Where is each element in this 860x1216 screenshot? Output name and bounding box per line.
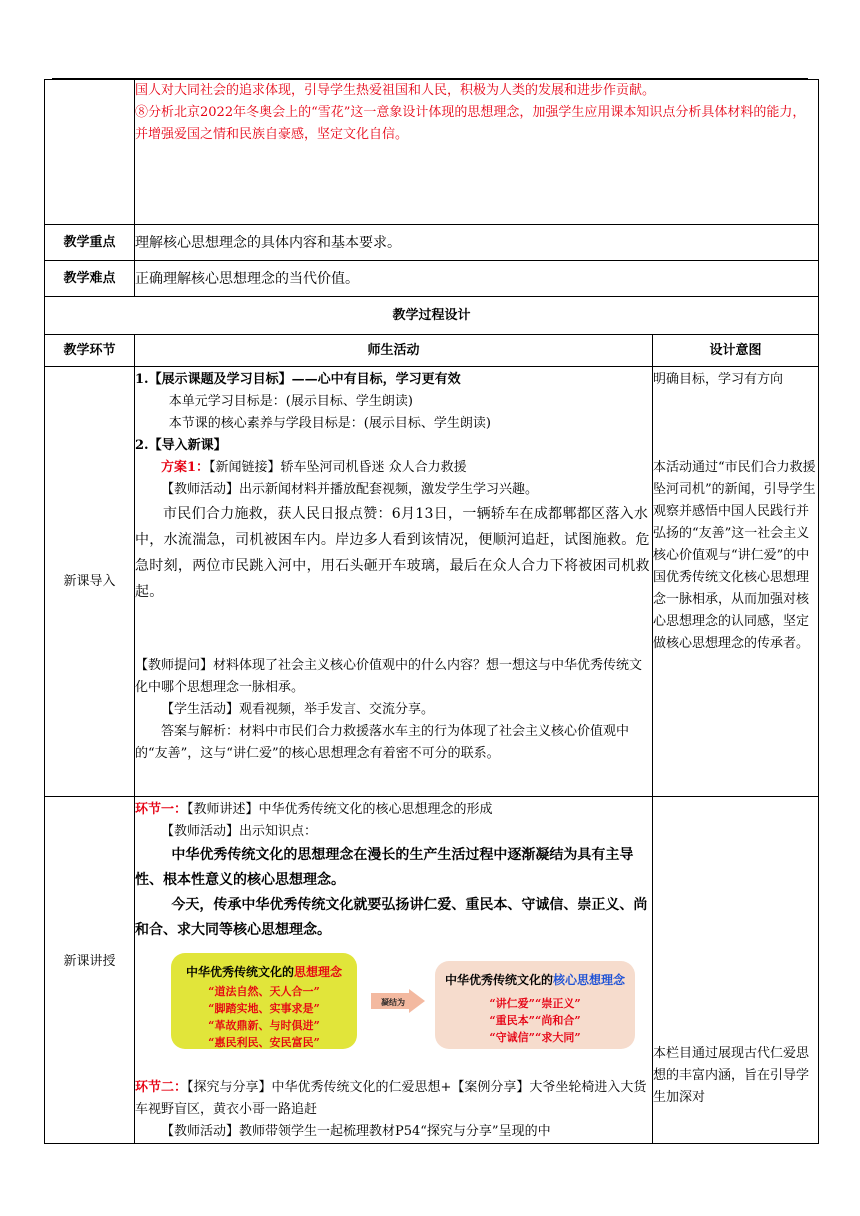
teach-stage: 新课讲授 [45, 797, 135, 1144]
difficulty-row [45, 261, 819, 297]
left-box-line: “脚踏实地、实事求是” [208, 1002, 320, 1015]
teach-intent [653, 797, 819, 1144]
teach-row [45, 797, 819, 1144]
objectives-label-cell [45, 80, 135, 225]
core-concepts-box [435, 961, 635, 1049]
news-story: 市民们合力施救，获人民日报点赞：6月13日，一辆轿车在成都郫都区落入水中，水流湍急，司机被困车内。岸边多人看到该情况，便顺河追赶，试图施救。危急时刻，两位市民跳入河中，用石头砸开车玻璃，最后在众人合力下将被困司机救起。 [135, 506, 650, 600]
link2-line [135, 1077, 652, 1121]
lesson-goal: 本节课的核心素养与学段目标是：(展示目标、学生朗读) [168, 416, 491, 431]
intro-stage: 新课导入 [45, 367, 135, 797]
header-intent: 设计意图 [653, 335, 819, 367]
concept-diagram [135, 951, 652, 1073]
intro-activity [135, 367, 653, 797]
section-title: 教学过程设计 [45, 297, 819, 335]
arrow-right-icon [371, 989, 425, 1013]
teach-teacher-activity-2: 【教师活动】教师带领学生一起梳理教材P54“探究与分享”呈现的中 [161, 1124, 551, 1139]
intent-goal: 明确目标，学习有方向 [653, 372, 784, 387]
difficulty-text: 正确理解核心思想理念的当代价值。 [135, 261, 819, 297]
left-box-line: “惠民利民、安民富民” [208, 1036, 320, 1049]
header-activity: 师生活动 [135, 335, 653, 367]
difficulty-label: 教学难点 [45, 261, 135, 297]
teacher-activity: 【教师活动】出示新闻材料并播放配套视频，激发学生学习兴趣。 [161, 482, 539, 497]
teach-activity [135, 797, 653, 1144]
thought-concepts-box [171, 953, 357, 1049]
link1-text: 【教师讲述】中华优秀传统文化的核心思想理念的形成 [187, 802, 493, 817]
lead-in-heading: 2.【导入新课】 [135, 438, 227, 453]
column-header-row [45, 335, 819, 367]
plan-line [135, 457, 652, 479]
unit-goal: 本单元学习目标是：(展示目标、学生朗读) [168, 394, 413, 409]
objective-line-2: ⑧分析北京2022年冬奥会上的“雪花”这一意象设计体现的思想理念，加强学生应用课本知识点分析具体材料的能力，并增强爱国之情和民族自豪感，坚定文化自信。 [135, 105, 806, 142]
answer-analysis: 答案与解析：材料中市民们合力救援落水车主的行为体现了社会主义核心价值观中的“友善”，这与“讲仁爱”的核心思想理念有着密不可分的联系。 [135, 724, 630, 761]
right-box-line: “重民本”“尚和合” [489, 1014, 581, 1027]
plan-text: 【新闻链接】轿车坠河司机昏迷 众人合力救援 [209, 460, 467, 475]
teach-intent-text: 本栏目通过展现古代仁爱思想的丰富内涵，旨在引导学生加深对 [653, 1046, 810, 1105]
arrow-label: 凝结为 [381, 998, 405, 1007]
objectives-content [135, 80, 819, 225]
key-point-row [45, 225, 819, 261]
link1-line [135, 799, 652, 821]
knowledge-point-2: 今天，传承中华优秀传统文化就要弘扬讲仁爱、重民本、守诚信、崇正义、尚和合、求大同等核心思想理念。 [135, 897, 648, 938]
left-box-title: 中华优秀传统文化的思想理念 [185, 965, 343, 979]
link1-label: 环节一： [135, 802, 188, 817]
right-box-title: 中华优秀传统文化的核心思想理念 [444, 973, 626, 987]
knowledge-point-1: 中华优秀传统文化的思想理念在漫长的生产生活过程中逐渐凝结为具有主导性、根本性意义的核心思想理念。 [135, 847, 634, 888]
right-box-line: “守诚信”“求大同” [489, 1031, 581, 1044]
section-title-row [45, 297, 819, 335]
intro-intent [653, 367, 819, 797]
intro-row [45, 367, 819, 797]
objectives-row [45, 80, 819, 225]
right-box-line: “讲仁爱”“崇正义” [489, 997, 581, 1010]
objective-line-1: 国人对大同社会的追求体现，引导学生热爱祖国和人民，积极为人类的发展和进步作贡献。 [135, 83, 656, 98]
link2-text: 【探究与分享】中华优秀传统文化的仁爱思想+【案例分享】大爷坐轮椅进入大货车视野盲区，黄衣小哥一路追赶 [135, 1080, 647, 1117]
header-stage: 教学环节 [45, 335, 135, 367]
student-activity: 【学生活动】观看视频，举手发言、交流分享。 [161, 702, 435, 717]
lesson-plan-table [44, 79, 819, 1144]
goal-heading: 1.【展示课题及学习目标】——心中有目标，学习更有效 [135, 372, 461, 387]
left-box-line: “革故鼎新、与时俱进” [208, 1019, 320, 1032]
intent-explanation: 本活动通过“市民们合力救援坠河司机”的新闻，引导学生观察并感悟中国人民践行并弘扬的“友善”这一社会主义核心价值观与“讲仁爱”的中国优秀传统文化核心思想理念一脉相承，从而加强对核心思想理念的认同感，坚定做核心思想理念的传承者。 [653, 460, 816, 651]
link2-label: 环节二： [135, 1080, 188, 1095]
key-point-text: 理解核心思想理念的具体内容和基本要求。 [135, 225, 819, 261]
teacher-question: 【教师提问】材料体现了社会主义核心价值观中的什么内容？想一想这与中华优秀传统文化中哪个思想理念一脉相承。 [135, 658, 643, 695]
teach-teacher-activity: 【教师活动】出示知识点： [161, 824, 318, 839]
key-point-label: 教学重点 [45, 225, 135, 261]
plan-label: 方案1： [161, 460, 210, 475]
left-box-line: “道法自然、天人合一” [208, 985, 320, 998]
